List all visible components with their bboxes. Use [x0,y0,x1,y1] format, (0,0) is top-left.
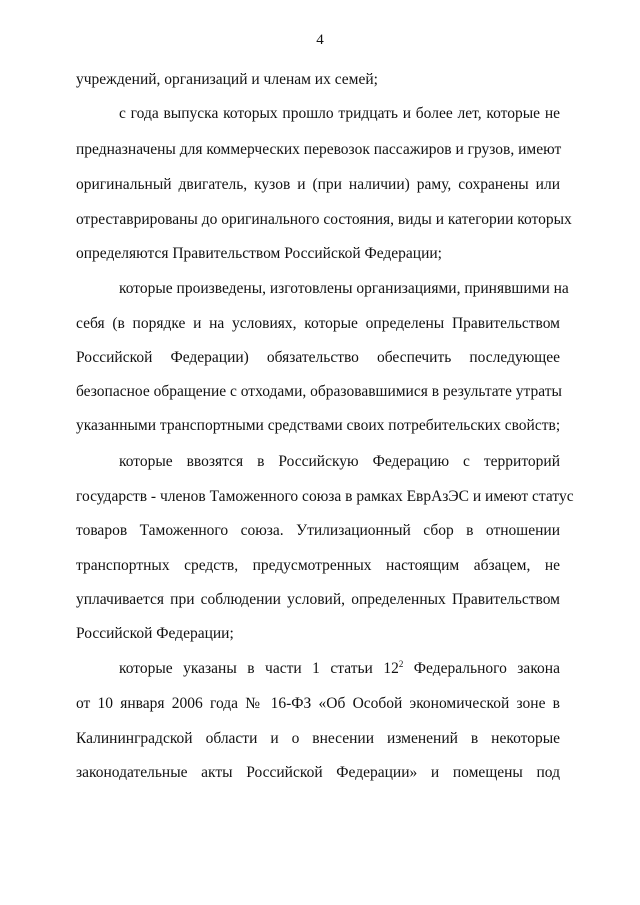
text-line: предназначены для коммерческих перевозок пассажиров и грузов, имеют [76,141,562,158]
text-line: безопасное обращение с отходами, образовавшимися в результате утраты [76,383,562,400]
text-line: Калининградской области и о внесении изменений в некоторые [76,730,560,747]
text-line: транспортных средств, предусмотренных настоящим абзацем, не [76,557,560,574]
text-line: которые ввозятся в Российскую Федерацию с территорий [119,453,560,470]
text-line: уплачивается при соблюдении условий, определенных Правительством [76,591,560,608]
text-line: учреждений, организаций и членам их семей; [76,71,378,88]
superscript: 2 [398,659,404,669]
page-number: 4 [316,32,324,48]
text-line: себя (в порядке и на условиях, которые определены Правительством [76,315,560,332]
text-line: с года выпуска которых прошло тридцать и более лет, которые не [119,105,560,122]
text-line: которые произведены, изготовлены организациями, принявшими на [119,280,569,297]
text-line: отреставрированы до оригинального состояния, виды и категории которых [76,211,572,228]
text-line: государств - членов Таможенного союза в рамках ЕврАзЭС и имеют статус [76,488,574,505]
text-line: оригинальный двигатель, кузов и (при наличии) раму, сохранены или [76,176,560,193]
text-line: товаров Таможенного союза. Утилизационный сбор в отношении [76,522,560,539]
text-line: от 10 января 2006 года № 16-ФЗ «Об Особой экономической зоне в [76,695,560,712]
text-line: Российской Федерации; [76,625,234,642]
text-line: определяются Правительством Российской Федерации; [76,245,442,262]
line-text-before: которые указаны в части 1 статьи 12 [119,660,399,677]
text-line: Российской Федерации) обязательство обеспечить последующее [76,349,560,366]
text-line: указанными транспортными средствами своих потребительских свойств; [76,417,561,434]
text-line [119,659,560,679]
text-line: законодательные акты Российской Федерации» и помещены под [76,764,560,781]
line-text-after: Федерального закона [403,660,560,677]
